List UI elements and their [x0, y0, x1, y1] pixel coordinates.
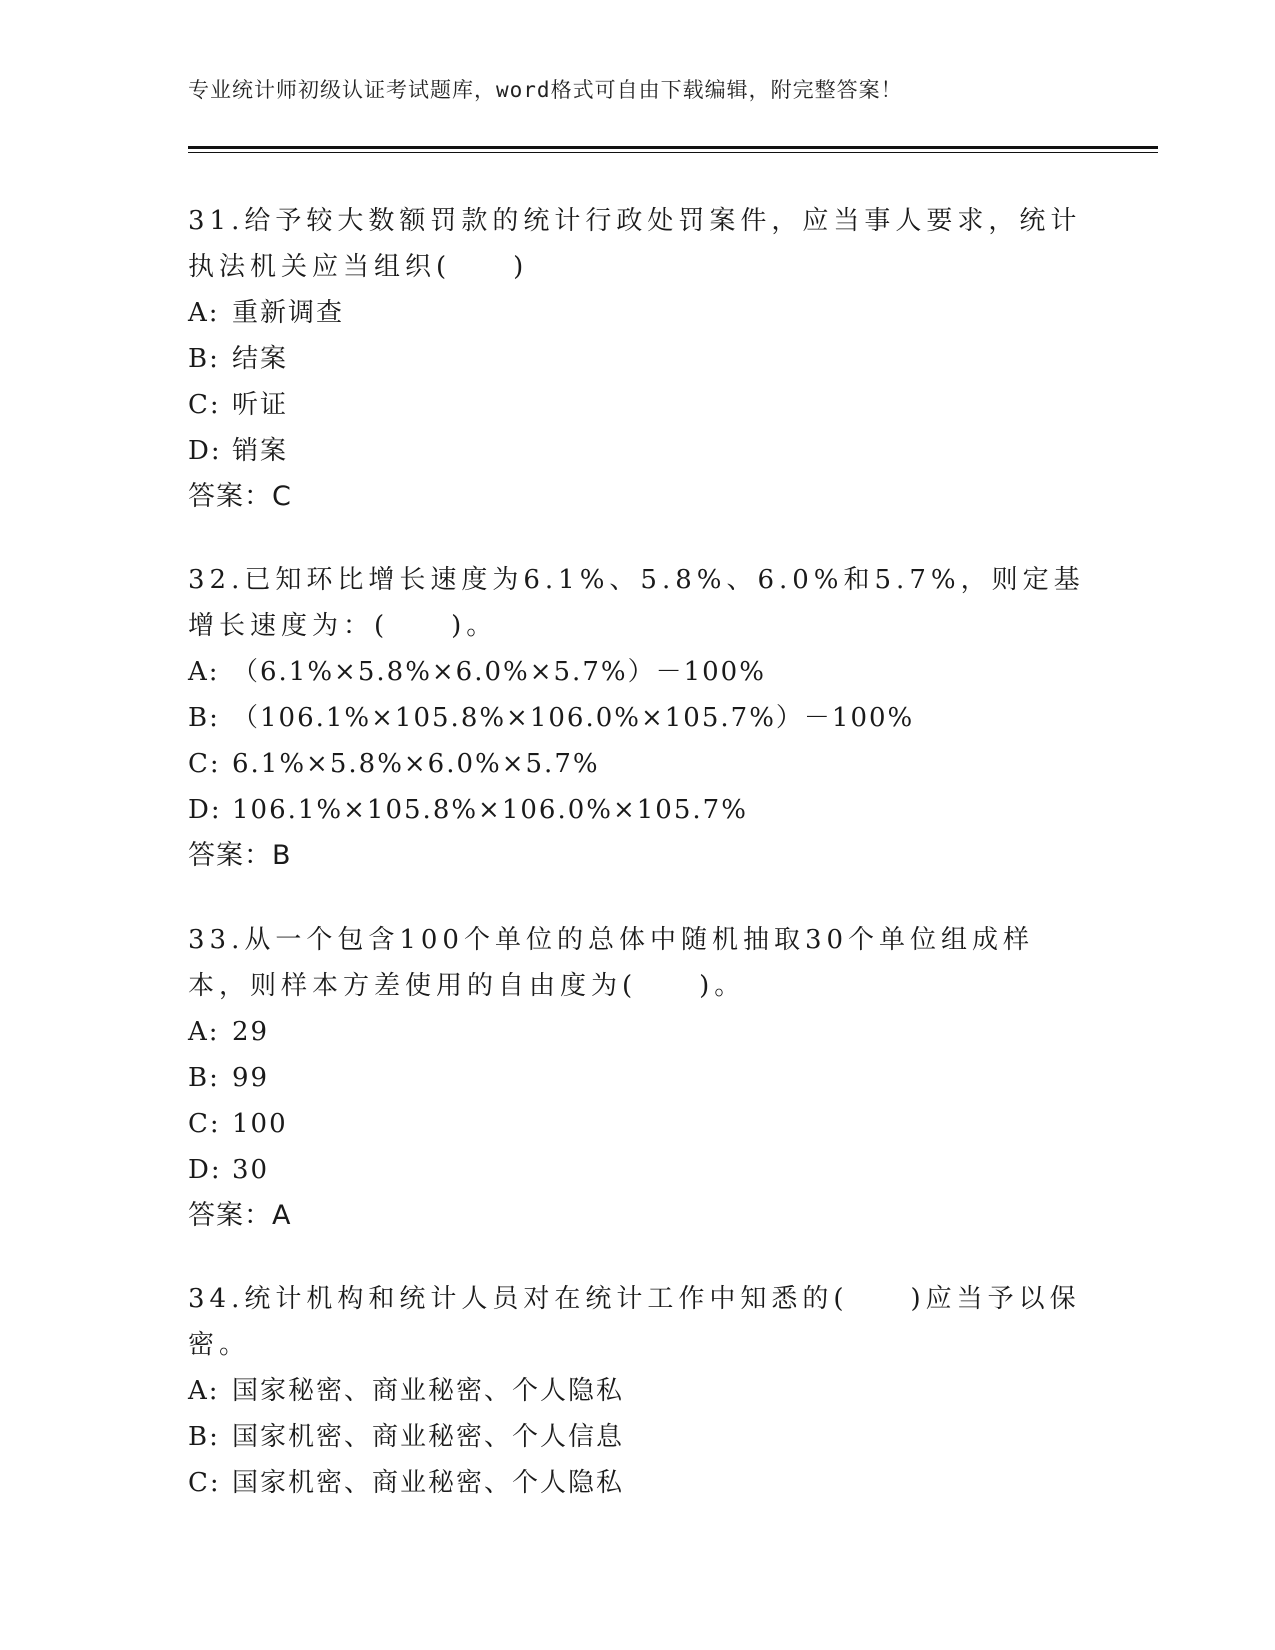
option-letter: D:: [188, 795, 222, 825]
option-a: [188, 1368, 1088, 1414]
option-a: [188, 1009, 1088, 1055]
option-text: 29: [232, 1017, 270, 1047]
document-header: 专业统计师初级认证考试题库，word格式可自由下载编辑，附完整答案！: [188, 78, 903, 102]
header-rule-thin: [188, 152, 1158, 153]
option-text: 国家秘密、商业秘密、个人隐私: [232, 1376, 625, 1406]
option-c: [188, 1101, 1088, 1147]
option-letter: A:: [188, 1017, 220, 1047]
option-b: [188, 1414, 1088, 1460]
option-text: （106.1%×105.8%×106.0%×105.7%）－100%: [232, 703, 915, 733]
option-b: [188, 1055, 1088, 1101]
question-stem: 31.给予较大数额罚款的统计行政处罚案件，应当事人要求，统计执法机关应当组织( ): [188, 206, 1082, 282]
option-d: [188, 1147, 1088, 1193]
option-a: [188, 649, 1088, 695]
question-33: [188, 917, 1088, 1239]
option-letter: B:: [188, 1422, 220, 1452]
option-text: 听证: [232, 390, 289, 420]
answer-label: 答案：B: [188, 840, 292, 871]
option-text: （6.1%×5.8%×6.0%×5.7%）－100%: [232, 657, 766, 687]
option-letter: C:: [188, 749, 221, 779]
option-letter: B:: [188, 344, 220, 374]
header-rule-thick: [188, 146, 1158, 149]
option-letter: D:: [188, 436, 222, 466]
option-letter: C:: [188, 1468, 221, 1498]
option-text: 6.1%×5.8%×6.0%×5.7%: [232, 749, 600, 779]
option-letter: B:: [188, 703, 220, 733]
option-text: 重新调查: [232, 298, 345, 328]
question-stem: 34.统计机构和统计人员对在统计工作中知悉的( )应当予以保密。: [188, 1284, 1081, 1360]
option-letter: A:: [188, 1376, 220, 1406]
question-stem: 32.已知环比增长速度为6.1%、5.8%、6.0%和5.7%，则定基增长速度为：( )。: [188, 565, 1085, 641]
option-b: [188, 695, 1088, 741]
option-c: [188, 1460, 1088, 1506]
option-a: [188, 290, 1088, 336]
answer-label: 答案：A: [188, 1200, 292, 1231]
question-34: [188, 1276, 1088, 1506]
option-text: 100: [232, 1109, 288, 1139]
option-letter: D:: [188, 1155, 222, 1185]
question-32: [188, 557, 1088, 879]
option-text: 销案: [232, 436, 289, 466]
option-letter: A:: [188, 298, 220, 328]
option-c: [188, 741, 1088, 787]
option-text: 30: [232, 1155, 270, 1185]
answer-label: 答案：C: [188, 481, 292, 512]
question-31: [188, 198, 1088, 520]
question-stem: 33.从一个包含100个单位的总体中随机抽取30个单位组成样本，则样本方差使用的自由度为( )。: [188, 925, 1035, 1001]
option-text: 结案: [232, 344, 289, 374]
option-d: [188, 787, 1088, 833]
option-b: [188, 336, 1088, 382]
option-d: [188, 428, 1088, 474]
option-letter: C:: [188, 1109, 221, 1139]
option-text: 99: [232, 1063, 270, 1093]
option-text: 国家机密、商业秘密、个人隐私: [232, 1468, 625, 1498]
option-c: [188, 382, 1088, 428]
option-text: 106.1%×105.8%×106.0%×105.7%: [232, 795, 748, 825]
option-letter: A:: [188, 657, 220, 687]
option-text: 国家机密、商业秘密、个人信息: [232, 1422, 625, 1452]
option-letter: B:: [188, 1063, 220, 1093]
option-letter: C:: [188, 390, 221, 420]
